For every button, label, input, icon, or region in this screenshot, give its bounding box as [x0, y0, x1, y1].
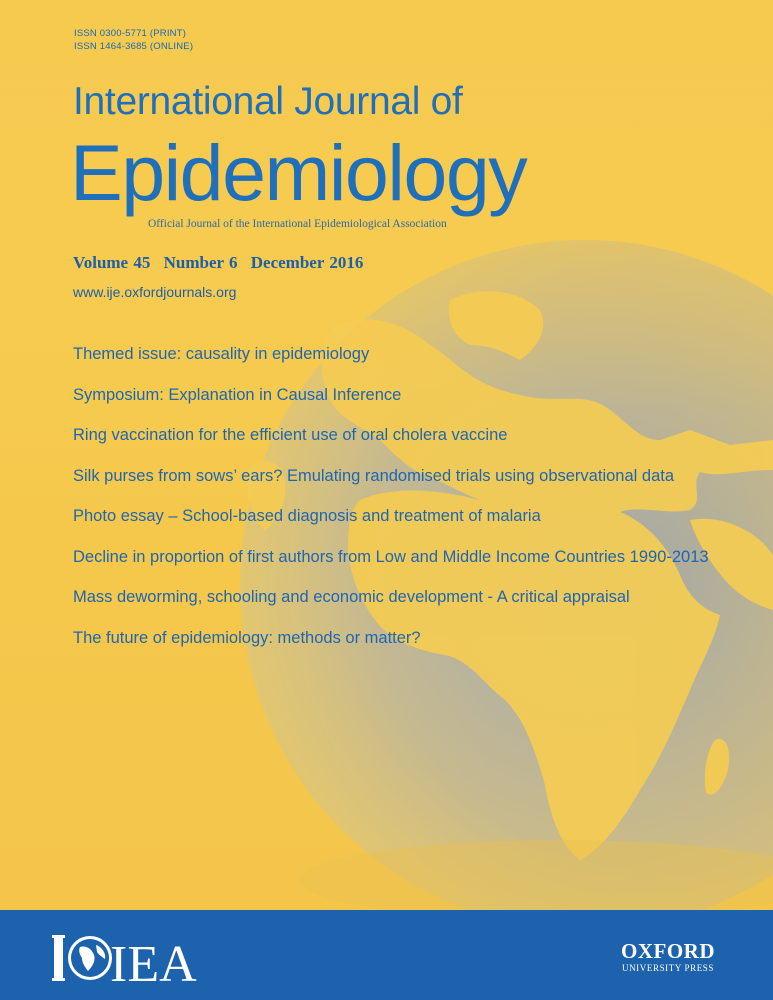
footer-bar — [0, 910, 773, 1000]
issue-number: Number 6 — [163, 253, 238, 272]
contents-item: Silk purses from sows’ ears? Emulating randomised trials using observational data — [73, 466, 675, 485]
iea-logo — [52, 927, 202, 989]
issn-online: ISSN 1464-3685 (ONLINE) — [74, 41, 194, 52]
journal-title-line1: International Journal of — [73, 80, 463, 123]
issue-volume: Volume 45 — [73, 253, 151, 272]
contents-item: Themed issue: causality in epidemiology — [73, 345, 370, 363]
contents-item: The future of epidemiology: methods or matter? — [73, 628, 421, 647]
contents-item: Decline in proportion of first authors from Low and Middle Income Countries 1990-2013 — [73, 547, 709, 566]
contents-item: Ring vaccination for the efficient use of oral cholera vaccine — [73, 426, 508, 444]
issn-print: ISSN 0300-5771 (PRINT) — [74, 28, 187, 39]
journal-url[interactable]: www.ije.oxfordjournals.org — [73, 284, 237, 300]
journal-title-line2: Epidemiology — [70, 128, 527, 217]
issn-block — [74, 27, 193, 53]
publisher-name: OXFORD — [621, 939, 715, 963]
contents-item: Mass deworming, schooling and economic development - A critical appraisal — [73, 588, 630, 606]
contents-item: Photo essay – School-based diagnosis and treatment of malaria — [73, 507, 541, 525]
contents-list — [73, 340, 713, 664]
oxford-logo — [621, 940, 715, 975]
publisher-subtitle: UNIVERSITY PRESS — [621, 963, 715, 973]
contents-item: Symposium: Explanation in Causal Inference — [73, 385, 402, 404]
iea-logo-text: IEA — [110, 936, 197, 989]
journal-tagline: Official Journal of the International Epidemiological Association — [148, 218, 447, 230]
issue-info — [73, 252, 363, 274]
issue-date: December 2016 — [250, 253, 364, 272]
